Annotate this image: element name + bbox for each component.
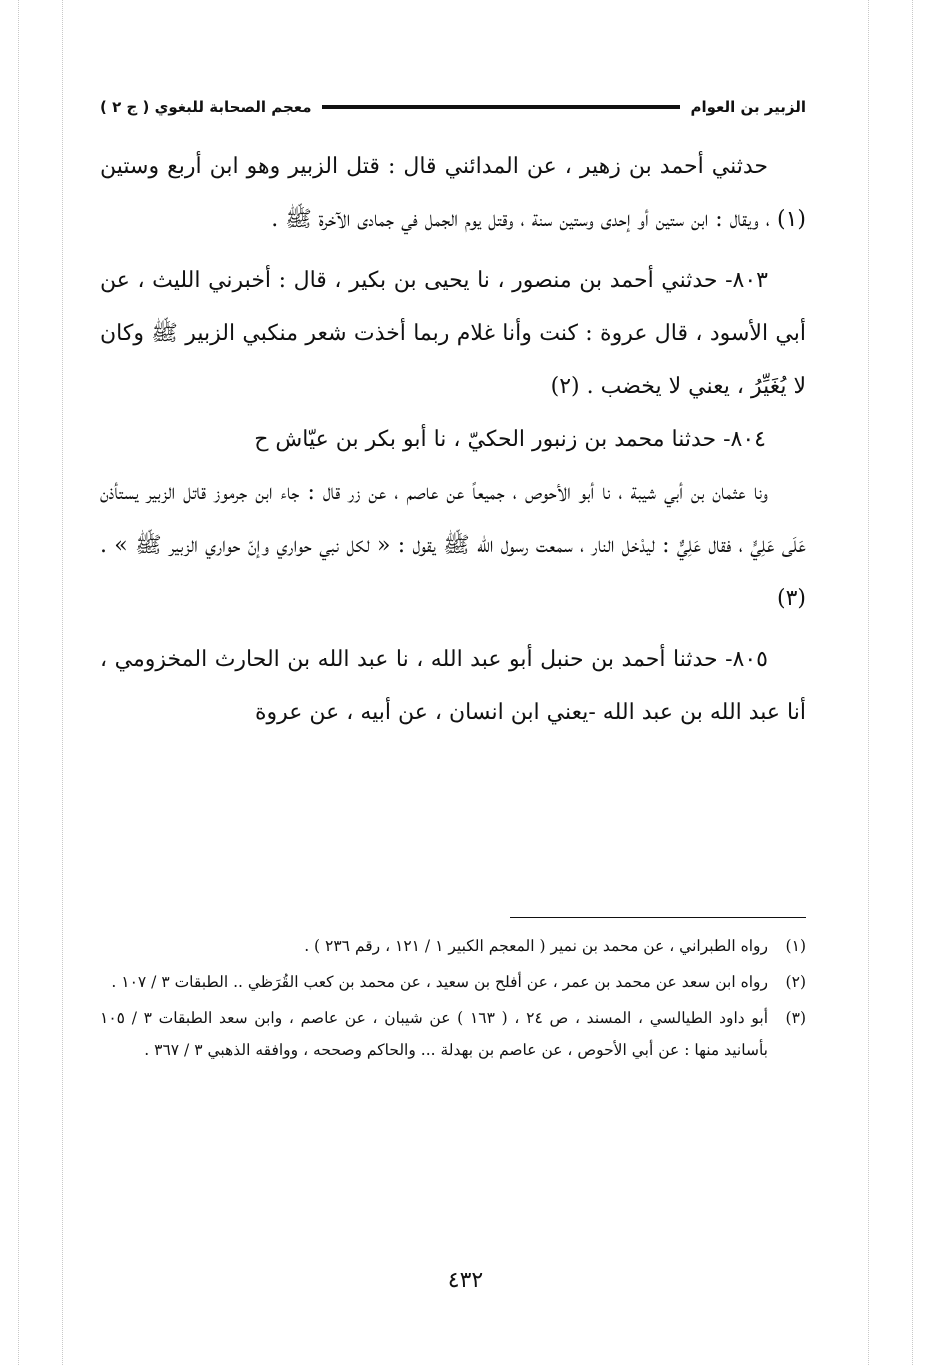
footnote-divider: [510, 917, 806, 918]
scan-dotted-line: [912, 0, 913, 1365]
footnote-text: أبو داود الطيالسي ، المسند ، ص ٢٤ ، ( ١٦٣ ) عن شيبان ، عن عاصم ، وابن سعد الطبقات ٣ / ١٠٥ بأسانيد منها : عن أبي الأحوص ، عن عاصم بن بهدلة ... والحاكم وصححه ، ووافقه الذهبي ٣ / ٣٦٧ .: [100, 1009, 769, 1059]
header-rule: [322, 105, 681, 109]
footnote-1: [100, 930, 806, 962]
scan-dotted-line: [18, 0, 19, 1365]
footnote-number: (١): [785, 937, 806, 955]
footnote-text: رواه ابن سعد عن محمد بن عمر ، عن أفلح بن سعيد ، عن محمد بن كعب القُرَظي .. الطبقات ٣ / ١٠٧ .: [111, 973, 768, 991]
main-text: [100, 140, 806, 739]
hadith-804-body: ونا عثمان بن أبي شيبة ، نا أبو الأحوص ، جميعاً عن عاصم ، عن زر قال : جاء ابن جرموز قاتل الزبير يستأذن عَلَى عَلِيٍّ ، فقال عَلِيٌّ : ليدْخل النار ، سمعت رسول الله ﷺ يقول : « لكل نبي حواري وإنّ حواري الزبير ﷺ » . (٣): [100, 480, 806, 611]
page-number: ٤٣٢: [447, 1268, 484, 1293]
footnote-number: (٣): [785, 1009, 806, 1027]
footnote-number: (٢): [785, 973, 806, 991]
running-header: [100, 92, 806, 122]
footnotes: [100, 930, 806, 1070]
hadith-805: ٨٠٥- حدثنا أحمد بن حنبل أبو عبد الله ، نا عبد الله بن الحارث المخزومي ، أنا عبد الله بن عبد الله -يعني ابن انسان ، عن أبيه ، عن عروة: [100, 647, 806, 725]
scan-dotted-line: [62, 0, 63, 1365]
intro-paragraph: حدثني أحمد بن زهير ، عن المدائني قال : قتل الزبير وهو ابن أربع وستين (١) ، ويقال : ابن ستين أو إحدى وستين سنة ، وقتل يوم الجمل في جمادى الآخرة ﷺ .: [100, 154, 806, 232]
scan-dotted-line: [868, 0, 869, 1365]
hadith-803: ٨٠٣- حدثني أحمد بن منصور ، نا يحيى بن بكير ، قال : أخبرني الليث ، عن أبي الأسود ، قال عروة : كنت وأنا غلام ربما أخذت شعر منكبي الزبير ﷺ وكان لا يُغَيِّرُ ، يعني لا يخضب . (٢): [100, 268, 806, 399]
hadith-804-line1: ٨٠٤- حدثنا محمد بن زنبور الحكيّ ، نا أبو بكر بن عيّاش ح: [254, 427, 766, 452]
footnote-2: [100, 966, 806, 998]
footnote-3: [100, 1002, 806, 1066]
footnote-text: رواه الطبراني ، عن محمد بن نمير ( المعجم الكبير ١ / ١٢١ ، رقم ٢٣٦ ) .: [304, 937, 768, 955]
section-title: الزبير بن العوام: [690, 98, 806, 116]
book-title: معجم الصحابة للبغوي ( ج ٢ ): [100, 98, 312, 116]
